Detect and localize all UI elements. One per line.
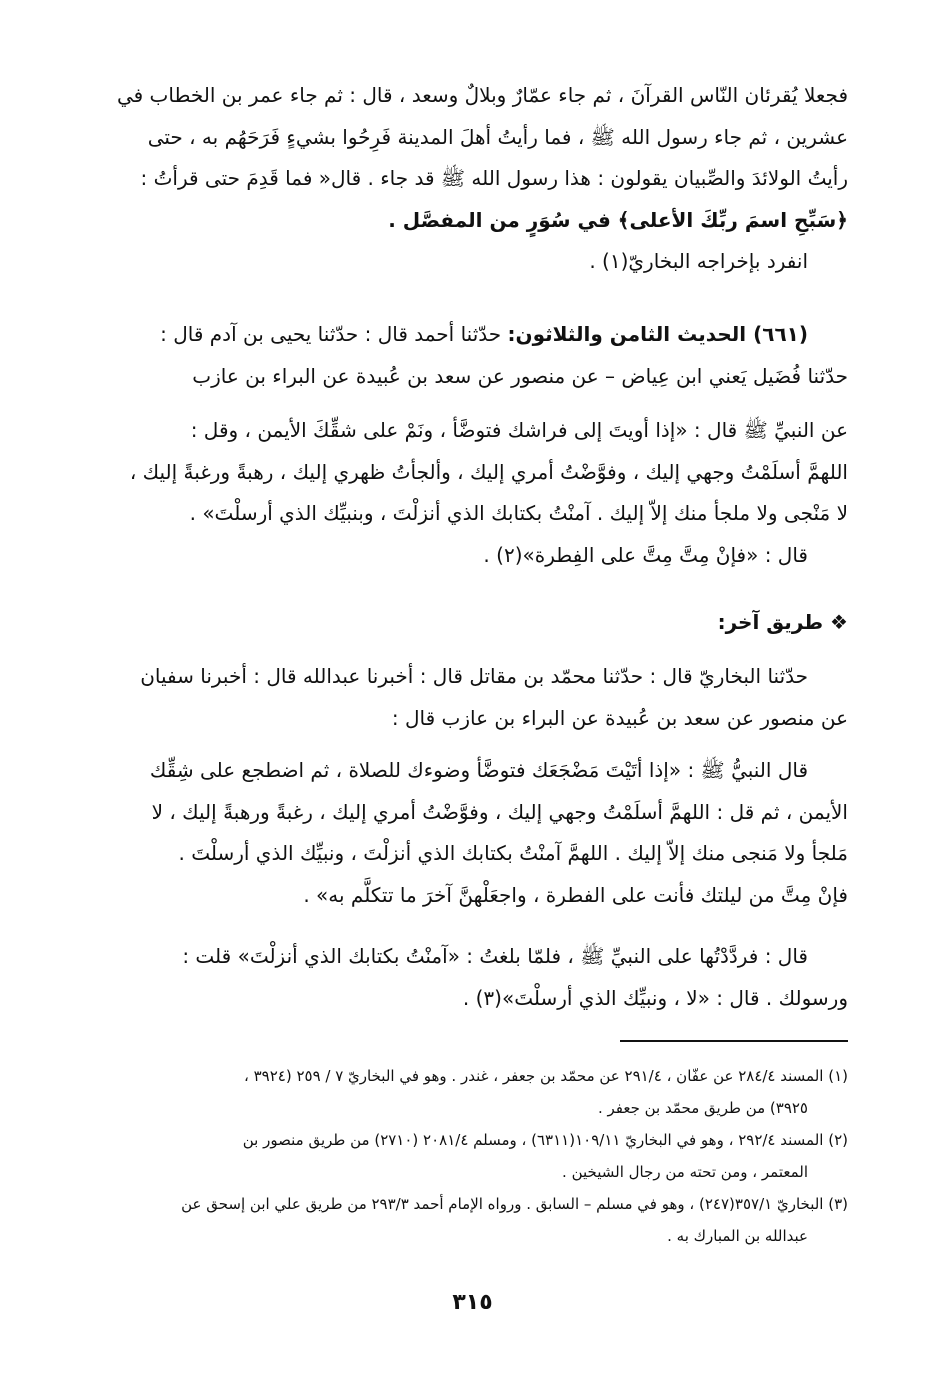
footnote-separator	[620, 1040, 848, 1042]
chain-paragraph	[78, 656, 848, 739]
footnote-line: المعتمر ، ومن تحته من رجال الشيخين .	[562, 1163, 808, 1181]
quran-verse-line: ﴿سَبِّحِ اسمَ ربِّكَ الأعلى﴾ في سُوَرٍ من المفصَّل .	[388, 207, 848, 232]
subheading-block	[78, 602, 848, 644]
text-line: قال : فردَّدْتُها على النبيِّ ﷺ ، فلمّا بلغتُ : «آمنْتُ بكتابك الذي أنزلْتَ» قلت :	[182, 944, 808, 968]
footnote-line: ٣٩٢٥) من طريق محمّد بن جعفر .	[597, 1099, 808, 1117]
hadith-text	[78, 410, 848, 576]
footnote-line: (٢) المسند ٢٩٢/٤ ، وهو في البخاريّ ١٠٩/١١(٦٣١١) ، ومسلم ٢٠٨١/٤ (٢٧١٠) من طريق منصور بن	[242, 1131, 848, 1149]
page-number: ٣١٥	[452, 1290, 493, 1315]
text-line: قال النبيُّ ﷺ : «إذا أتَيْتَ مَضْجَعَك فتوضَّأ وضوءك للصلاة ، ثم اضطجع على شِقِّك	[149, 758, 808, 782]
hadith-chain-start: حدّثنا أحمد قال : حدّثنا يحيى بن آدم قال :	[160, 322, 508, 346]
text-line: عن النبيِّ ﷺ قال : «إذا أويتَ إلى فراشك فتوضَّأ ، ونَمْ على شقِّكَ الأيمن ، وقل :	[190, 418, 848, 442]
text-line: اللهمَّ أسلَمْتُ وجهي إليك ، وفوَّضْتُ أمري إليك ، وألجأتُ ظهري إليك ، رهبةً ورغبةً إليك ،	[129, 459, 848, 484]
text-line: ورسولك . قال : «لا ، ونبيِّك الذي أرسلْتَ»(٣) .	[462, 985, 848, 1010]
footnotes	[78, 1060, 848, 1252]
paragraph-continuation	[78, 75, 848, 283]
text-line: الأيمن ، ثم قل : اللهمَّ أسلَمْتُ وجهي إليك ، وفوَّضْتُ أمري إليك ، رغبةً ورهبةً إليك ، لا	[151, 799, 848, 824]
section-subheading: ❖ طريق آخر:	[717, 610, 848, 634]
text-line: حدّثنا فُضَيل يَعني ابن عِياض – عن منصور عن سعد بن عُبيدة عن البراء بن عازب	[192, 363, 848, 388]
text-line: فجعلا يُقرئان النّاس القرآنَ ، ثم جاء عمّارٌ وبلالٌ وسعد ، قال : ثم جاء عمر بن الخطاب في	[116, 83, 848, 107]
text-line: حدّثنا البخاريّ قال : حدّثنا محمّد بن مقاتل قال : أخبرنا عبدالله قال : أخبرنا سفيان	[140, 664, 808, 688]
hadith-text-2	[78, 750, 848, 916]
text-line: مَلجأ ولا مَنجى منك إلاّ إليك . اللهمَّ آمنْتُ بكتابك الذي أنزلْتَ ، ونبيِّك الذي أرسلْتَ .	[178, 841, 848, 865]
closing-paragraph	[78, 936, 848, 1019]
text-line: قال : «فإنْ مِتَّ مِتَّ على الفِطرة»(٢) .	[483, 542, 808, 567]
text-line: فإنْ مِتَّ من ليلتك فأنت على الفطرة ، واجعَلْهنَّ آخرَ ما تتكلَّم به» .	[303, 882, 848, 907]
footnote-line: عبدالله بن المبارك به .	[667, 1227, 808, 1245]
hadith-heading: (٦٦١) الحديث الثامن والثلاثون:	[507, 322, 808, 346]
footnote-line: (١) المسند ٢٨٤/٤ عن عفّان ، ٢٩١/٤ عن محمّد بن جعفر ، غندر . وهو في البخاريّ ٧ / ٢٥٩ (٣٩٢٤ ،	[243, 1067, 848, 1085]
text-line: عن منصور عن سعد بن عُبيدة عن البراء بن عازب قال :	[391, 705, 848, 730]
text-line: رأيتُ الولائدَ والصِّبيان يقولون : هذا رسول الله ﷺ قد جاء . قال« فما قَدِمَ حتى قرأتُ :	[140, 166, 848, 190]
text-line: لا مَنْجى ولا ملجأ منك إلاّ إليك . آمنْتُ بكتابك الذي أنزلْتَ ، وبنبيِّك الذي أرسلْتَ» .	[189, 501, 848, 525]
hadith-661	[78, 314, 848, 397]
text-line: عشرين ، ثم جاء رسول الله ﷺ ، فما رأيتُ أهلَ المدينة فَرِحُوا بشيءٍ فَرَحَهُم به ، حتى	[147, 124, 848, 149]
text-line	[78, 314, 848, 356]
text-line: انفرد بإخراجه البخاريّ(١) .	[589, 249, 808, 273]
footnote-line: (٣) البخاريّ ٣٥٧/١(٢٤٧) ، وهو في مسلم – السابق . ورواه الإمام أحمد ٢٩٣/٣ من طريق علي ابن إسحق عن	[181, 1195, 848, 1213]
